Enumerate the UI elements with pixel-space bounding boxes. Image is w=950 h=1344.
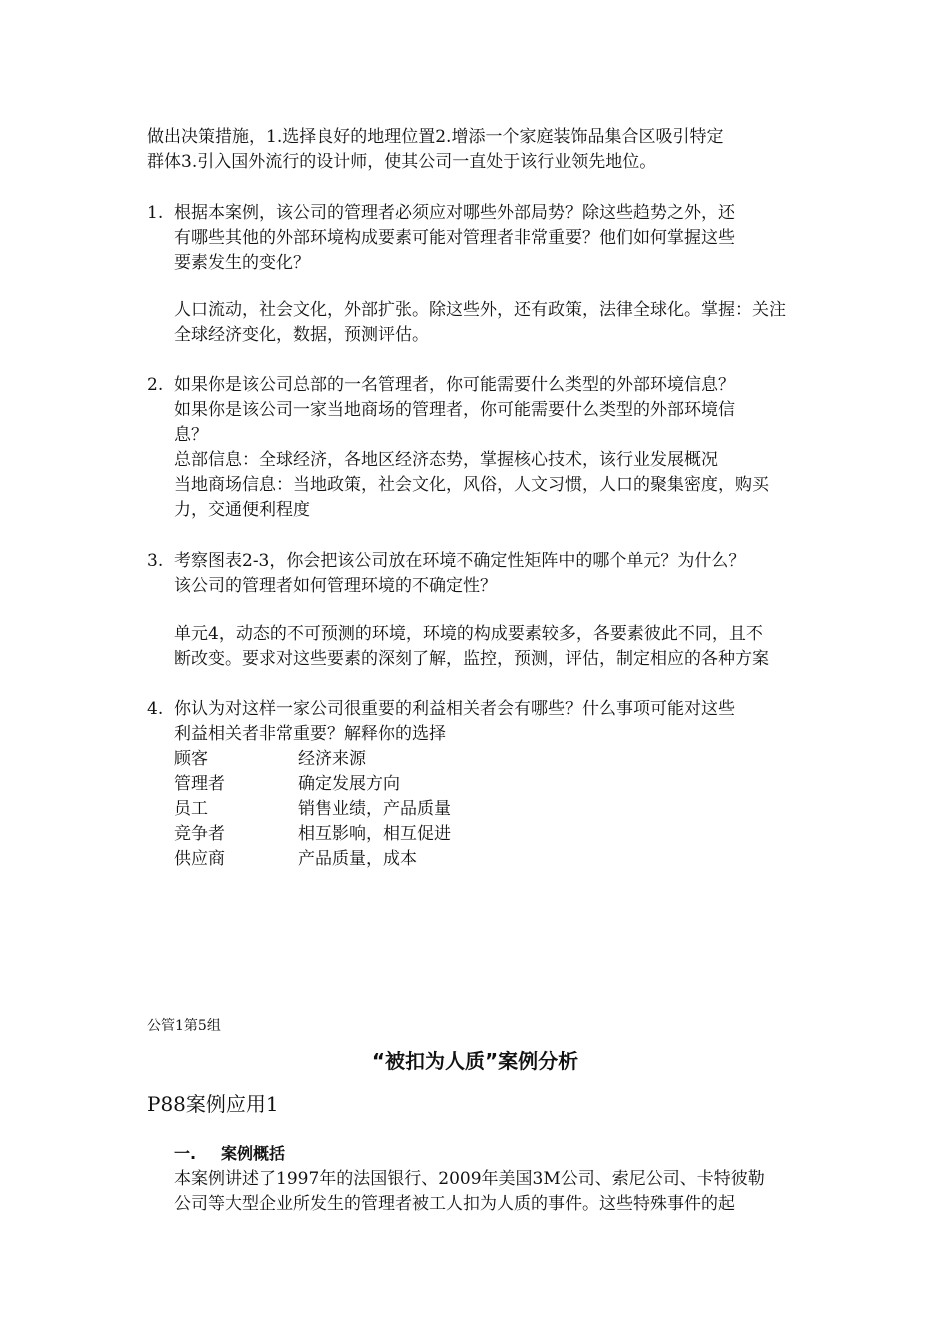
q1-answer — [174, 298, 786, 348]
intro-paragraph — [147, 125, 723, 175]
q3-question-line: 该公司的管理者如何管理环境的不确定性？ — [174, 576, 497, 596]
q2-answer — [174, 448, 769, 523]
q1-answer-line: 全球经济变化，数据，预测评估。 — [174, 325, 429, 345]
q1-number: 1. — [147, 203, 164, 223]
q1-question — [174, 201, 735, 276]
q4-question-line: 利益相关者非常重要？解释你的选择 — [174, 724, 446, 744]
stakeholder-reason: 经济来源 — [298, 749, 366, 769]
section-number: 一. — [174, 1144, 197, 1163]
section-body-line: 本案例讲述了1997年的法国银行、2009年美国3M公司、索尼公司、卡特彼勒 — [174, 1169, 765, 1189]
case-subtitle: P88案例应用1 — [147, 1092, 279, 1116]
case-title: “被扣为人质”案例分析 — [371, 1049, 579, 1073]
stakeholder-role: 顾客 — [174, 749, 208, 769]
q2-question-line: 如果你是该公司总部的一名管理者，你可能需要什么类型的外部环境信息？ — [174, 375, 735, 395]
intro-line: 群体3.引入国外流行的设计师，使其公司一直处于该行业领先地位。 — [147, 152, 657, 172]
stakeholder-role: 竞争者 — [174, 824, 225, 844]
q1-question-line: 有哪些其他的外部环境构成要素可能对管理者非常重要？他们如何掌握这些 — [174, 228, 735, 248]
stakeholder-reason: 确定发展方向 — [298, 774, 400, 794]
q3-question-line: 考察图表2-3，你会把该公司放在环境不确定性矩阵中的哪个单元？为什么？ — [174, 551, 746, 571]
stakeholder-role: 供应商 — [174, 849, 225, 869]
q3-answer-line: 断改变。要求对这些要素的深刻了解，监控，预测，评估，制定相应的各种方案 — [174, 649, 769, 669]
intro-line: 做出决策措施，1.选择良好的地理位置2.增添一个家庭装饰品集合区吸引特定 — [147, 127, 724, 147]
section-body-line: 公司等大型企业所发生的管理者被工人扣为人质的事件。这些特殊事件的起 — [174, 1194, 735, 1214]
q2-number: 2. — [147, 375, 164, 395]
q4-number: 4. — [147, 699, 164, 719]
stakeholder-role: 管理者 — [174, 774, 225, 794]
q4-question — [174, 697, 735, 747]
q4-question-line: 你认为对这样一家公司很重要的利益相关者会有哪些？什么事项可能对这些 — [174, 699, 735, 719]
section-heading: 案例概括 — [221, 1144, 286, 1163]
q2-question — [174, 373, 735, 448]
stakeholder-reason: 相互影响，相互促进 — [298, 824, 451, 844]
q2-question-line: 息？ — [174, 425, 208, 445]
stakeholder-reason: 销售业绩，产品质量 — [298, 799, 451, 819]
q2-answer-line: 总部信息：全球经济，各地区经济态势，掌握核心技术，该行业发展概况 — [174, 450, 718, 470]
q3-answer-line: 单元4，动态的不可预测的环境，环境的构成要素较多，各要素彼此不同，且不 — [174, 624, 763, 644]
q2-answer-line: 当地商场信息：当地政策，社会文化，风俗，人文习惯，人口的聚集密度，购买 — [174, 475, 769, 495]
q2-answer-line: 力，交通便利程度 — [174, 500, 310, 520]
q3-number: 3. — [147, 551, 164, 571]
group-label: 公管1第5组 — [147, 1018, 221, 1034]
q1-question-line: 要素发生的变化？ — [174, 253, 310, 273]
q1-answer-line: 人口流动，社会文化，外部扩张。除这些外，还有政策，法律全球化。掌握：关注 — [174, 300, 786, 320]
stakeholder-reason: 产品质量，成本 — [298, 849, 417, 869]
q3-question — [174, 549, 745, 599]
stakeholder-role: 员工 — [174, 799, 208, 819]
q3-answer — [174, 622, 769, 672]
q1-question-line: 根据本案例，该公司的管理者必须应对哪些外部局势？除这些趋势之外，还 — [174, 203, 735, 223]
q2-question-line: 如果你是该公司一家当地商场的管理者，你可能需要什么类型的外部环境信 — [174, 400, 735, 420]
section-body — [174, 1167, 765, 1217]
